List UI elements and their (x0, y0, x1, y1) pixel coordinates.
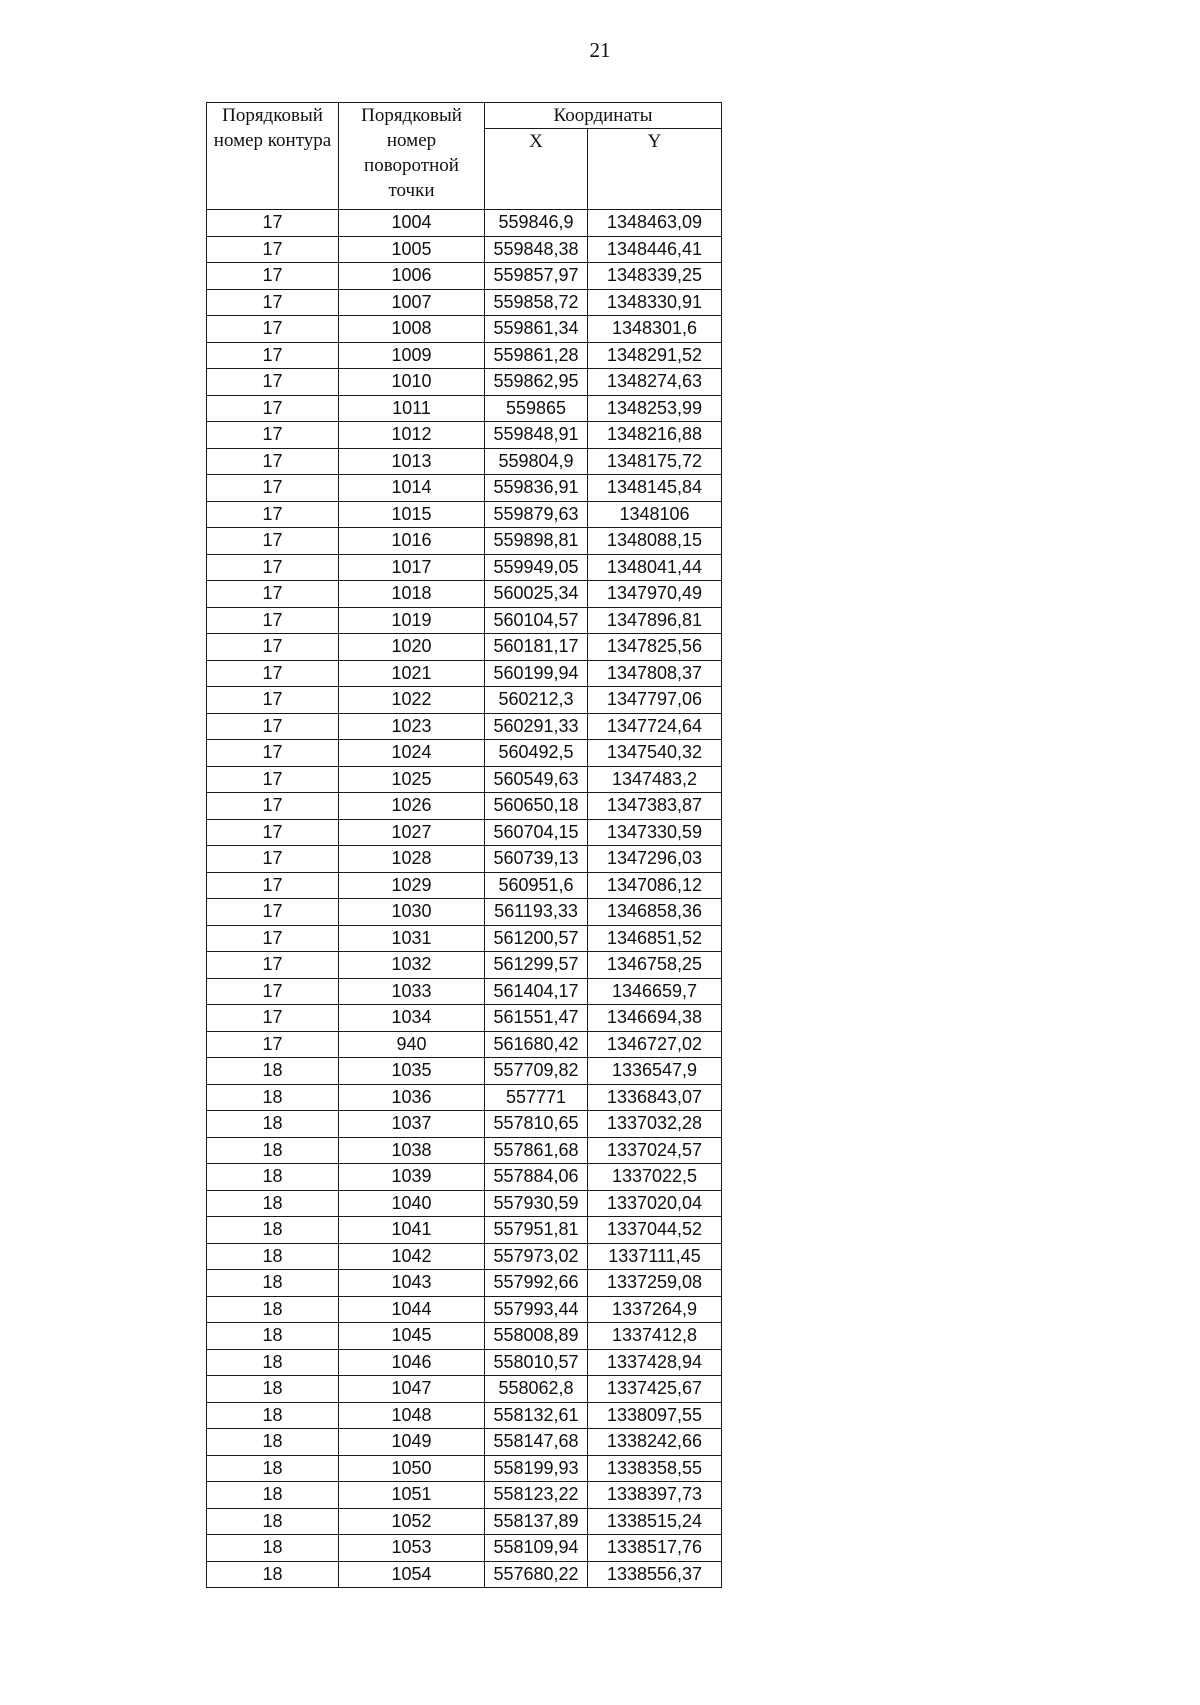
cell-y: 1338397,73 (588, 1482, 722, 1509)
cell-x: 557680,22 (485, 1561, 588, 1588)
cell-x: 559836,91 (485, 475, 588, 502)
cell-y: 1348274,63 (588, 369, 722, 396)
table-row (207, 1561, 722, 1588)
cell-point: 1038 (339, 1137, 485, 1164)
cell-point: 1054 (339, 1561, 485, 1588)
cell-contour: 18 (207, 1508, 339, 1535)
table-row (207, 1482, 722, 1509)
cell-y: 1348291,52 (588, 342, 722, 369)
cell-y: 1347540,32 (588, 740, 722, 767)
cell-point: 1007 (339, 289, 485, 316)
cell-x: 560739,13 (485, 846, 588, 873)
cell-y: 1346758,25 (588, 952, 722, 979)
table-row (207, 713, 722, 740)
cell-point: 1030 (339, 899, 485, 926)
cell-x: 557993,44 (485, 1296, 588, 1323)
table-header (207, 103, 722, 210)
cell-contour: 18 (207, 1270, 339, 1297)
cell-x: 561680,42 (485, 1031, 588, 1058)
cell-x: 559848,38 (485, 236, 588, 263)
cell-point: 1008 (339, 316, 485, 343)
cell-x: 559857,97 (485, 263, 588, 290)
cell-contour: 18 (207, 1137, 339, 1164)
cell-y: 1337412,8 (588, 1323, 722, 1350)
cell-x: 559861,34 (485, 316, 588, 343)
table-row (207, 819, 722, 846)
cell-x: 559898,81 (485, 528, 588, 555)
cell-point: 1034 (339, 1005, 485, 1032)
table-row (207, 1137, 722, 1164)
table-row (207, 342, 722, 369)
cell-contour: 17 (207, 581, 339, 608)
table-row (207, 1402, 722, 1429)
cell-y: 1347483,2 (588, 766, 722, 793)
cell-point: 1016 (339, 528, 485, 555)
cell-point: 1028 (339, 846, 485, 873)
table-row (207, 528, 722, 555)
cell-contour: 17 (207, 422, 339, 449)
table-row (207, 872, 722, 899)
cell-contour: 17 (207, 793, 339, 820)
cell-contour: 18 (207, 1190, 339, 1217)
table-row (207, 316, 722, 343)
cell-point: 1025 (339, 766, 485, 793)
cell-point: 1042 (339, 1243, 485, 1270)
cell-point: 1023 (339, 713, 485, 740)
table-row (207, 660, 722, 687)
table-row (207, 846, 722, 873)
cell-contour: 17 (207, 369, 339, 396)
cell-x: 560549,63 (485, 766, 588, 793)
table-row (207, 1058, 722, 1085)
cell-point: 1004 (339, 210, 485, 237)
cell-x: 559846,9 (485, 210, 588, 237)
cell-y: 1337259,08 (588, 1270, 722, 1297)
cell-x: 558132,61 (485, 1402, 588, 1429)
cell-y: 1347383,87 (588, 793, 722, 820)
cell-point: 1006 (339, 263, 485, 290)
cell-y: 1337264,9 (588, 1296, 722, 1323)
cell-contour: 18 (207, 1217, 339, 1244)
cell-y: 1337428,94 (588, 1349, 722, 1376)
cell-contour: 18 (207, 1058, 339, 1085)
cell-x: 557992,66 (485, 1270, 588, 1297)
cell-x: 560951,6 (485, 872, 588, 899)
cell-point: 1010 (339, 369, 485, 396)
cell-x: 559862,95 (485, 369, 588, 396)
cell-y: 1337032,28 (588, 1111, 722, 1138)
cell-y: 1338358,55 (588, 1455, 722, 1482)
cell-contour: 17 (207, 819, 339, 846)
table-row (207, 1508, 722, 1535)
cell-x: 560104,57 (485, 607, 588, 634)
cell-point: 1035 (339, 1058, 485, 1085)
cell-contour: 17 (207, 475, 339, 502)
cell-point: 1011 (339, 395, 485, 422)
cell-x: 559861,28 (485, 342, 588, 369)
cell-y: 1336547,9 (588, 1058, 722, 1085)
table-row (207, 1270, 722, 1297)
table-row (207, 289, 722, 316)
cell-y: 1348301,6 (588, 316, 722, 343)
table-row (207, 1243, 722, 1270)
cell-point: 1027 (339, 819, 485, 846)
cell-y: 1346694,38 (588, 1005, 722, 1032)
cell-point: 1026 (339, 793, 485, 820)
cell-point: 1021 (339, 660, 485, 687)
table-row (207, 1455, 722, 1482)
cell-x: 558109,94 (485, 1535, 588, 1562)
cell-point: 1046 (339, 1349, 485, 1376)
cell-contour: 17 (207, 448, 339, 475)
table-row (207, 475, 722, 502)
cell-contour: 17 (207, 528, 339, 555)
cell-point: 1036 (339, 1084, 485, 1111)
cell-point: 1020 (339, 634, 485, 661)
cell-point: 1040 (339, 1190, 485, 1217)
cell-contour: 18 (207, 1455, 339, 1482)
cell-point: 1048 (339, 1402, 485, 1429)
cell-contour: 18 (207, 1535, 339, 1562)
cell-x: 558123,22 (485, 1482, 588, 1509)
cell-y: 1348463,09 (588, 210, 722, 237)
cell-y: 1348330,91 (588, 289, 722, 316)
cell-y: 1346659,7 (588, 978, 722, 1005)
table-row (207, 1296, 722, 1323)
cell-point: 940 (339, 1031, 485, 1058)
cell-contour: 17 (207, 210, 339, 237)
table-row (207, 952, 722, 979)
cell-contour: 17 (207, 501, 339, 528)
coordinates-table (206, 102, 722, 1588)
cell-contour: 17 (207, 316, 339, 343)
cell-y: 1338515,24 (588, 1508, 722, 1535)
header-coordinates: Координаты (485, 103, 722, 129)
cell-y: 1337044,52 (588, 1217, 722, 1244)
table-body (207, 210, 722, 1588)
cell-y: 1338556,37 (588, 1561, 722, 1588)
cell-x: 558199,93 (485, 1455, 588, 1482)
cell-contour: 18 (207, 1164, 339, 1191)
cell-x: 560181,17 (485, 634, 588, 661)
cell-x: 560212,3 (485, 687, 588, 714)
table-row (207, 1349, 722, 1376)
cell-contour: 18 (207, 1482, 339, 1509)
cell-point: 1032 (339, 952, 485, 979)
cell-point: 1045 (339, 1323, 485, 1350)
cell-point: 1017 (339, 554, 485, 581)
cell-contour: 17 (207, 236, 339, 263)
cell-contour: 18 (207, 1243, 339, 1270)
cell-x: 559848,91 (485, 422, 588, 449)
table-row (207, 1111, 722, 1138)
cell-x: 559804,9 (485, 448, 588, 475)
cell-point: 1049 (339, 1429, 485, 1456)
cell-y: 1348216,88 (588, 422, 722, 449)
cell-point: 1037 (339, 1111, 485, 1138)
cell-y: 1347330,59 (588, 819, 722, 846)
cell-contour: 17 (207, 607, 339, 634)
cell-y: 1338242,66 (588, 1429, 722, 1456)
cell-point: 1051 (339, 1482, 485, 1509)
cell-y: 1348145,84 (588, 475, 722, 502)
table-row (207, 422, 722, 449)
table-row (207, 607, 722, 634)
table-row (207, 1190, 722, 1217)
cell-y: 1348041,44 (588, 554, 722, 581)
cell-contour: 17 (207, 263, 339, 290)
cell-point: 1041 (339, 1217, 485, 1244)
cell-y: 1337024,57 (588, 1137, 722, 1164)
table-row (207, 687, 722, 714)
cell-contour: 17 (207, 687, 339, 714)
cell-contour: 17 (207, 554, 339, 581)
cell-contour: 18 (207, 1296, 339, 1323)
cell-x: 558008,89 (485, 1323, 588, 1350)
cell-x: 557810,65 (485, 1111, 588, 1138)
cell-y: 1337022,5 (588, 1164, 722, 1191)
cell-y: 1346858,36 (588, 899, 722, 926)
cell-contour: 17 (207, 846, 339, 873)
cell-contour: 17 (207, 872, 339, 899)
cell-x: 557973,02 (485, 1243, 588, 1270)
cell-contour: 17 (207, 634, 339, 661)
cell-x: 561200,57 (485, 925, 588, 952)
table-row (207, 236, 722, 263)
cell-x: 558137,89 (485, 1508, 588, 1535)
cell-point: 1044 (339, 1296, 485, 1323)
cell-point: 1043 (339, 1270, 485, 1297)
table-row (207, 1217, 722, 1244)
cell-y: 1347970,49 (588, 581, 722, 608)
cell-contour: 17 (207, 1031, 339, 1058)
table-row (207, 793, 722, 820)
table-row (207, 1164, 722, 1191)
table-row (207, 554, 722, 581)
cell-contour: 18 (207, 1323, 339, 1350)
header-x: X (485, 129, 588, 210)
cell-x: 558010,57 (485, 1349, 588, 1376)
cell-x: 560492,5 (485, 740, 588, 767)
table-row (207, 395, 722, 422)
cell-x: 560704,15 (485, 819, 588, 846)
cell-point: 1018 (339, 581, 485, 608)
cell-contour: 18 (207, 1111, 339, 1138)
cell-point: 1050 (339, 1455, 485, 1482)
cell-y: 1348106 (588, 501, 722, 528)
cell-y: 1347724,64 (588, 713, 722, 740)
cell-y: 1338517,76 (588, 1535, 722, 1562)
cell-point: 1013 (339, 448, 485, 475)
cell-contour: 17 (207, 289, 339, 316)
cell-x: 557951,81 (485, 1217, 588, 1244)
cell-y: 1347825,56 (588, 634, 722, 661)
table-row (207, 1323, 722, 1350)
table-row (207, 210, 722, 237)
cell-y: 1348253,99 (588, 395, 722, 422)
cell-y: 1347896,81 (588, 607, 722, 634)
cell-y: 1348088,15 (588, 528, 722, 555)
table-row (207, 1084, 722, 1111)
cell-point: 1005 (339, 236, 485, 263)
header-contour-number: Порядковый номер контура (207, 103, 339, 210)
table-row (207, 740, 722, 767)
cell-point: 1019 (339, 607, 485, 634)
cell-y: 1348339,25 (588, 263, 722, 290)
cell-contour: 17 (207, 1005, 339, 1032)
cell-x: 561193,33 (485, 899, 588, 926)
cell-contour: 18 (207, 1402, 339, 1429)
cell-y: 1346851,52 (588, 925, 722, 952)
page-number: 21 (589, 38, 611, 62)
header-y: Y (588, 129, 722, 210)
cell-point: 1014 (339, 475, 485, 502)
cell-contour: 18 (207, 1084, 339, 1111)
table-row (207, 978, 722, 1005)
table-row (207, 925, 722, 952)
cell-x: 560291,33 (485, 713, 588, 740)
cell-point: 1031 (339, 925, 485, 952)
cell-contour: 17 (207, 899, 339, 926)
table-row (207, 766, 722, 793)
cell-contour: 17 (207, 713, 339, 740)
cell-point: 1022 (339, 687, 485, 714)
table-row (207, 1031, 722, 1058)
cell-y: 1347797,06 (588, 687, 722, 714)
cell-contour: 17 (207, 660, 339, 687)
cell-contour: 17 (207, 978, 339, 1005)
cell-y: 1338097,55 (588, 1402, 722, 1429)
cell-point: 1039 (339, 1164, 485, 1191)
cell-contour: 18 (207, 1376, 339, 1403)
cell-x: 559879,63 (485, 501, 588, 528)
table-row (207, 448, 722, 475)
cell-point: 1029 (339, 872, 485, 899)
cell-x: 561551,47 (485, 1005, 588, 1032)
cell-contour: 17 (207, 342, 339, 369)
cell-y: 1347808,37 (588, 660, 722, 687)
cell-point: 1047 (339, 1376, 485, 1403)
cell-y: 1337111,45 (588, 1243, 722, 1270)
table-row (207, 634, 722, 661)
cell-point: 1015 (339, 501, 485, 528)
cell-point: 1053 (339, 1535, 485, 1562)
cell-contour: 18 (207, 1429, 339, 1456)
table-row (207, 1535, 722, 1562)
cell-y: 1347296,03 (588, 846, 722, 873)
cell-point: 1033 (339, 978, 485, 1005)
cell-x: 557884,06 (485, 1164, 588, 1191)
cell-x: 558147,68 (485, 1429, 588, 1456)
cell-x: 558062,8 (485, 1376, 588, 1403)
table-row (207, 581, 722, 608)
cell-point: 1024 (339, 740, 485, 767)
cell-contour: 17 (207, 395, 339, 422)
cell-x: 557709,82 (485, 1058, 588, 1085)
table-row (207, 1005, 722, 1032)
cell-point: 1052 (339, 1508, 485, 1535)
cell-x: 557930,59 (485, 1190, 588, 1217)
cell-x: 560025,34 (485, 581, 588, 608)
cell-x: 559949,05 (485, 554, 588, 581)
cell-point: 1012 (339, 422, 485, 449)
cell-y: 1348175,72 (588, 448, 722, 475)
cell-y: 1347086,12 (588, 872, 722, 899)
cell-y: 1337425,67 (588, 1376, 722, 1403)
cell-contour: 17 (207, 925, 339, 952)
cell-x: 561299,57 (485, 952, 588, 979)
cell-x: 561404,17 (485, 978, 588, 1005)
cell-contour: 18 (207, 1349, 339, 1376)
table-row (207, 501, 722, 528)
cell-x: 560650,18 (485, 793, 588, 820)
cell-contour: 18 (207, 1561, 339, 1588)
table-row (207, 1429, 722, 1456)
cell-point: 1009 (339, 342, 485, 369)
cell-y: 1348446,41 (588, 236, 722, 263)
cell-y: 1346727,02 (588, 1031, 722, 1058)
cell-x: 560199,94 (485, 660, 588, 687)
header-point-number: Порядковый номер поворотной точки (339, 103, 485, 210)
cell-x: 559865 (485, 395, 588, 422)
table-row (207, 1376, 722, 1403)
cell-y: 1336843,07 (588, 1084, 722, 1111)
cell-x: 559858,72 (485, 289, 588, 316)
cell-contour: 17 (207, 766, 339, 793)
table-row (207, 899, 722, 926)
cell-x: 557771 (485, 1084, 588, 1111)
cell-contour: 17 (207, 740, 339, 767)
table-row (207, 263, 722, 290)
table-row (207, 369, 722, 396)
cell-x: 557861,68 (485, 1137, 588, 1164)
cell-contour: 17 (207, 952, 339, 979)
cell-y: 1337020,04 (588, 1190, 722, 1217)
